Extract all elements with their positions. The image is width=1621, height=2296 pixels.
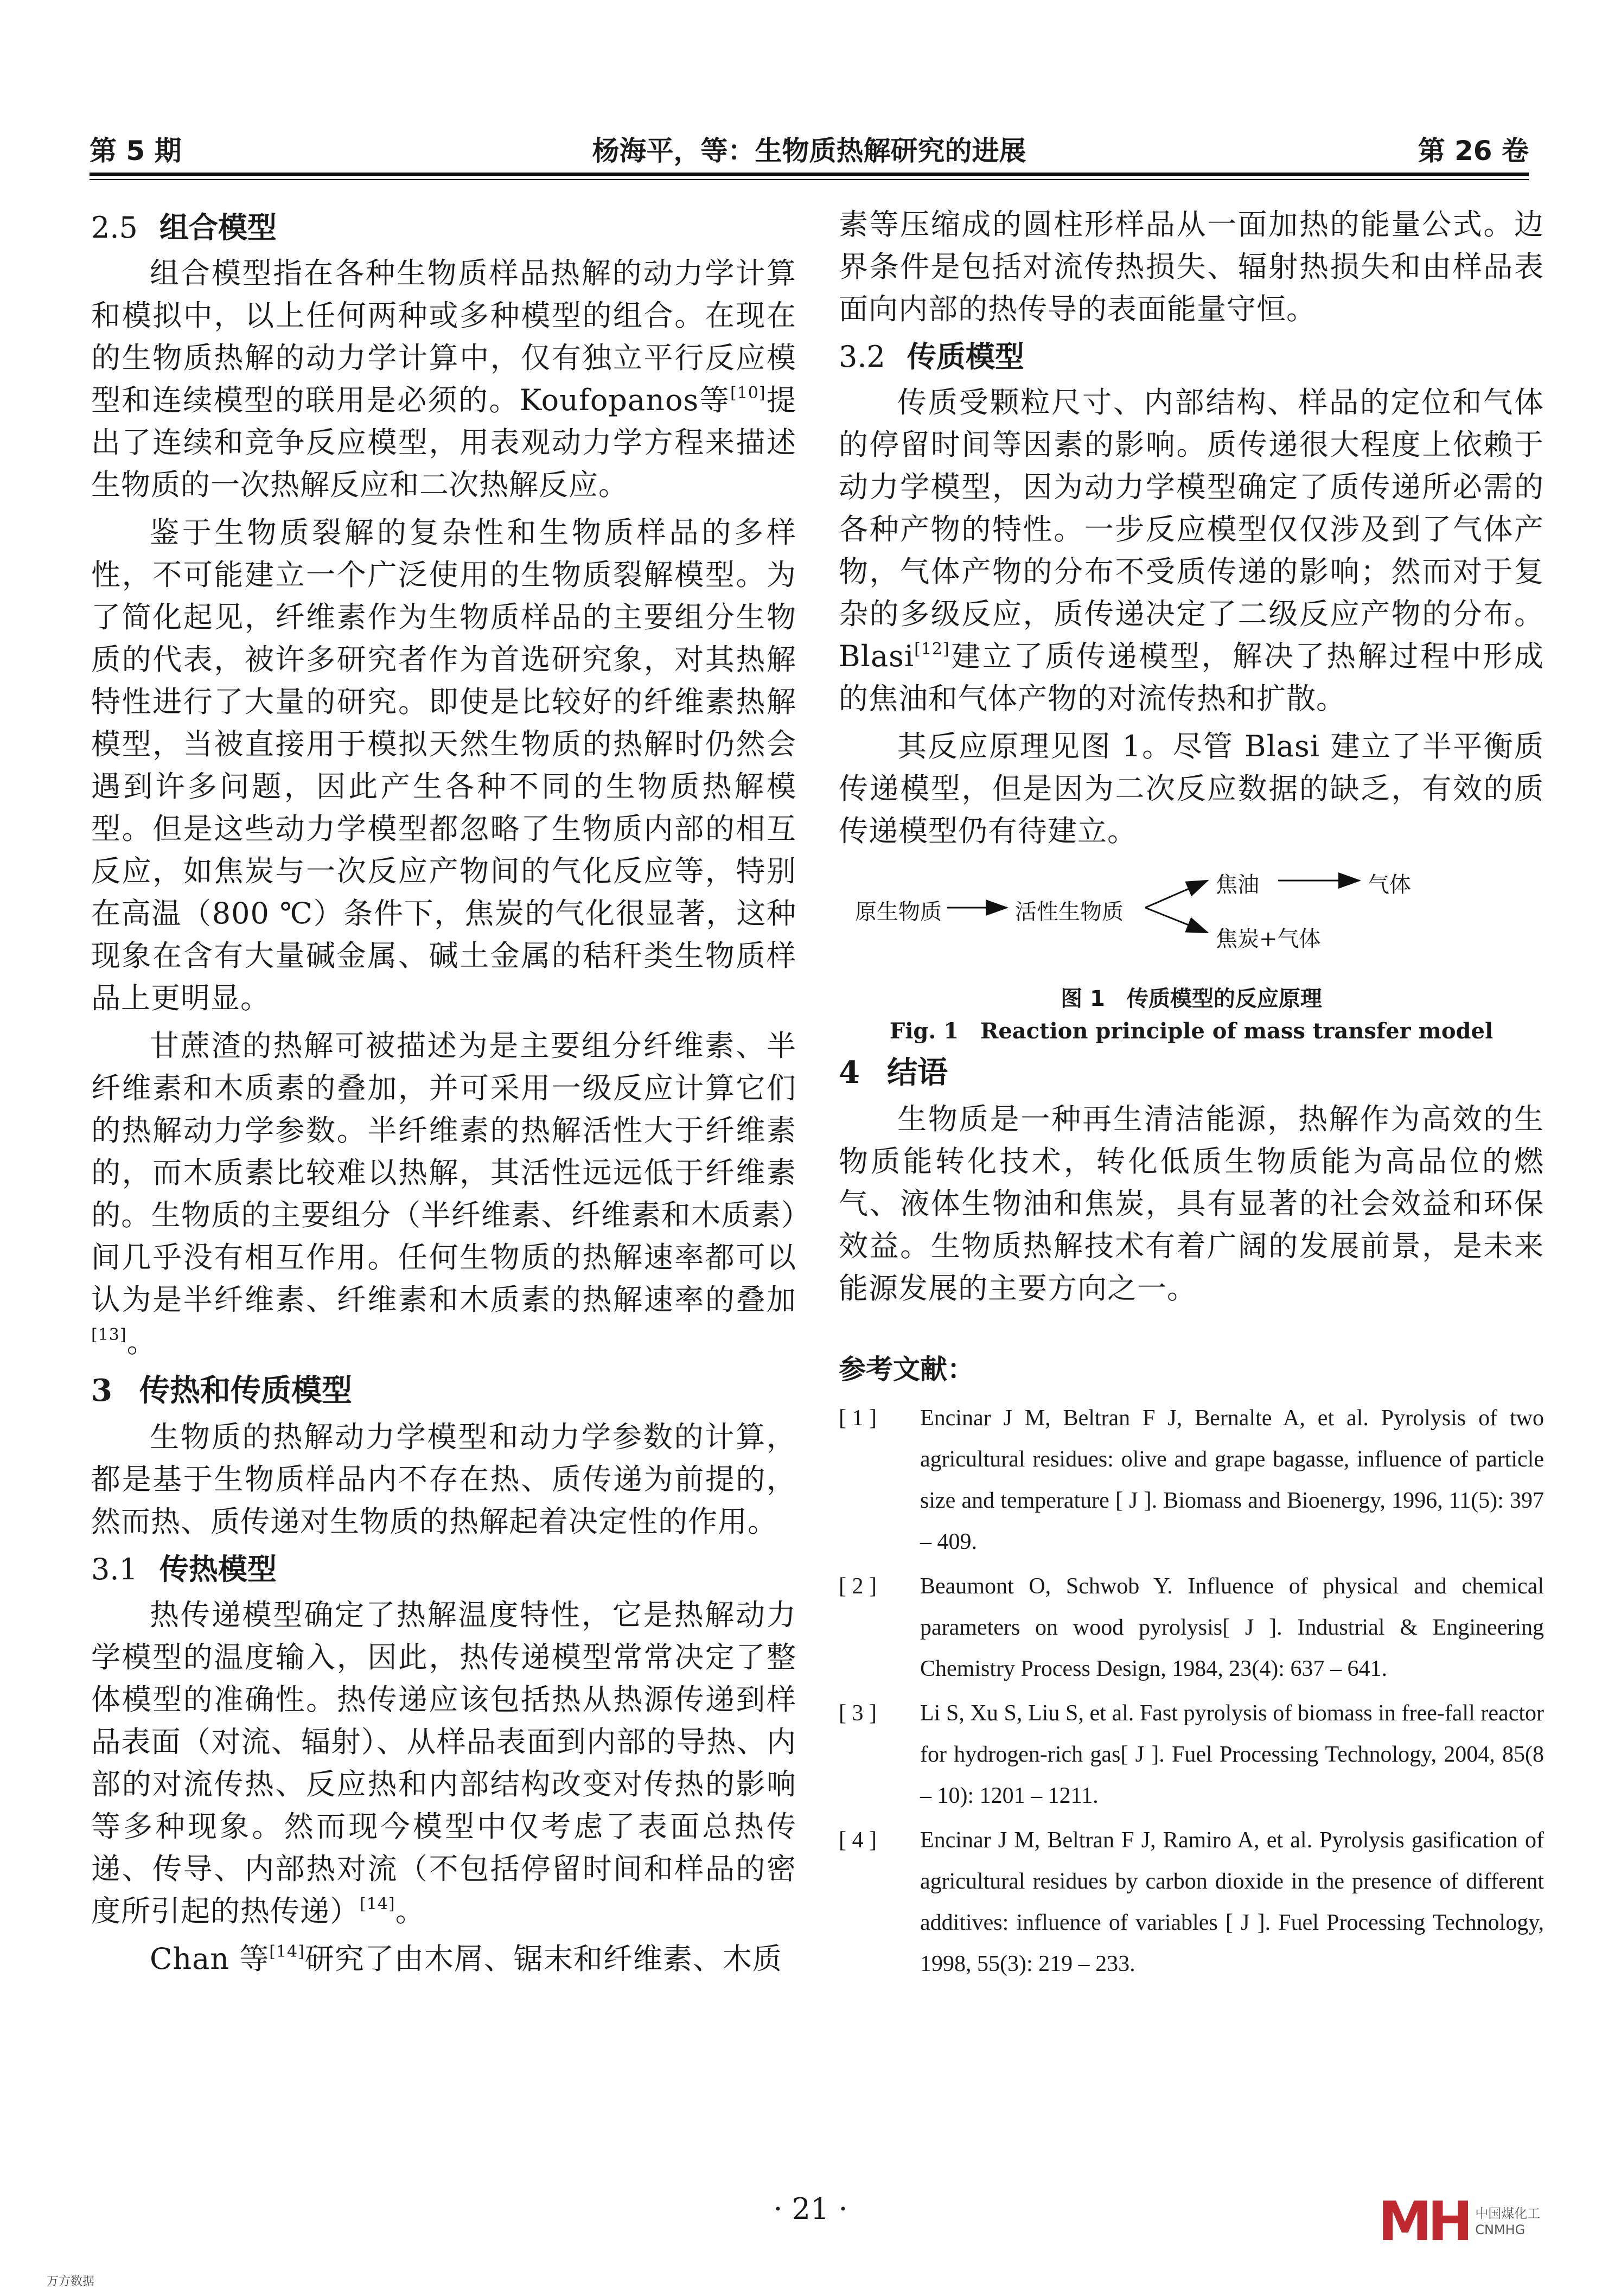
paragraph: 其反应原理见图 1。尽管 Blasi 建立了半平衡质传递模型，但是因为二次反应数据的缺乏，有效的质传递模型仍有待建立。 [839, 729, 1544, 848]
reference-item [839, 1820, 1544, 1985]
citation: [12] [914, 640, 950, 659]
section-heading-3-1: 3.1 传热模型 [91, 1552, 277, 1586]
node-tar: 焦油 [1216, 872, 1259, 897]
reaction-arrows [839, 863, 1544, 972]
paragraph: 生物质是一种再生清洁能源，热解作为高效的生物质能转化技术，转化低质生物质能为高品位的燃气、液体生物油和焦炭，具有显著的社会效益和环保效益。生物质热解技术有着广阔的发展前景，是未来能源发展的主要方向之一。 [839, 1102, 1544, 1305]
paragraph: 甘蔗渣的热解可被描述为是主要组分纤维素、半纤维素和木质素的叠加，并可采用一级反应计算它们的热解动力学参数。半纤维素的热解活性大于纤维素的，而木质素比较难以热解，其活性远远低于纤维素的。生物质的主要组分（半纤维素、纤维素和木质素）间几乎没有相互作用。任何生物质的热解速率都可以认为是半纤维素、纤维素和木质素的热解速率的叠加[13]。 [91, 1029, 796, 1359]
reference-text: Encinar J M, Beltran F J, Bernalte A, et al. Pyrolysis of two agricultural residues: olive and grape bagasse, influence of particle size and temperature [ J ]. Biomass and Bioenergy, 1996, 11(5): 397 – 409. [920, 1406, 1544, 1554]
references-title: 参考文献： [839, 1354, 974, 1385]
header-rule [90, 173, 1529, 176]
publisher-logo [1378, 2190, 1541, 2253]
left-column [91, 203, 796, 1986]
reference-index: [ 1 ] [839, 1406, 877, 1431]
paragraph: 组合模型指在各种生物质样品热解的动力学计算和模拟中，以上任何两种或多种模型的组合。在现在的生物质热解的动力学计算中，仅有独立平行反应模型和连续模型的联用是必须的。Koufopanos等[10]提出了连续和竞争反应模型，用表观动力学方程来描述生物质的一次热解反应和二次热解反应。 [91, 256, 797, 502]
issue-number: 第 5 期 [90, 135, 182, 167]
citation: [13] [91, 1325, 127, 1344]
node-raw-biomass: 原生物质 [855, 900, 942, 924]
paragraph: 鉴于生物质裂解的复杂性和生物质样品的多样性，不可能建立一个广泛使用的生物质裂解模型。为了简化起见，纤维素作为生物质样品的主要组分生物质的代表，被许多研究者作为首选研究象，对其热解特性进行了大量的研究。即使是比较好的纤维素热解模型，当被直接用于模拟天然生物质的热解时仍然会遇到许多问题，因此产生各种不同的生物质热解模型。但是这些动力学模型都忽略了生物质内部的相互反应，如焦炭与一次反应产物间的气化反应等，特别在高温（800 ℃）条件下，焦炭的气化很显著，这种现象在含有大量碱金属、碱土金属的秸秆类生物质样品上更明显。 [91, 515, 796, 1015]
section-heading-2-5: 2.5 组合模型 [91, 211, 277, 245]
paragraph: Chan 等[14]研究了由木屑、锯末和纤维素、木质 [150, 1942, 782, 1976]
paragraph: 传质受颗粒尺寸、内部结构、样品的定位和气体的停留时间等因素的影响。质传递很大程度上依赖于动力学模型，因为动力学模型确定了质传递所必需的各种产物的特性。一步反应模型仅仅涉及到了气体产物，气体产物的分布不受质传递的影响；然而对于复杂的多级反应，质传递决定了二级反应产物的分布。Blasi[12]建立了质传递模型，解决了热解过程中形成的焦油和气体产物的对流传热和扩散。 [839, 385, 1544, 716]
volume-number: 第 26 卷 [1418, 135, 1529, 167]
figure-caption-cn: 图 1 传质模型的反应原理 [1061, 986, 1322, 1011]
citation: [14] [360, 1895, 395, 1914]
figure-caption-en: Fig. 1 Reaction principle of mass transfer model [889, 1018, 1494, 1044]
reference-index: [ 4 ] [839, 1828, 877, 1853]
arrow-active-to-tar [1145, 881, 1208, 908]
node-char-gas: 焦炭+气体 [1216, 927, 1321, 952]
reference-index: [ 3 ] [839, 1701, 877, 1726]
node-active-biomass: 活性生物质 [1015, 900, 1124, 924]
node-gas: 气体 [1368, 872, 1411, 897]
paragraph: 素等压缩成的圆柱形样品从一面加热的能量公式。边界条件是包括对流传热损失、辐射热损失和由样品表面向内部的热传导的表面能量守恒。 [839, 207, 1544, 326]
reference-item [839, 1566, 1544, 1689]
running-header [90, 129, 1529, 167]
citation: [14] [269, 1942, 305, 1961]
reference-index: [ 2 ] [839, 1574, 877, 1599]
reference-text: Beaumont O, Schwob Y. Influence of physical and chemical parameters on wood pyrolysis[ J ]. Industrial & Engineering Chemistry Process Design, 1984, 23(4): 637 – 641. [920, 1574, 1544, 1681]
reference-item [839, 1398, 1544, 1562]
running-title: 杨海平，等：生物质热解研究的进展 [592, 135, 1026, 167]
page-number: · 21 · [773, 2192, 848, 2226]
arrow-active-to-char [1145, 908, 1208, 933]
source-watermark: 万方数据 [47, 2275, 95, 2288]
right-column [839, 203, 1544, 1988]
header-rule-thin [90, 179, 1529, 180]
logo-en: CNMHG [1475, 2222, 1526, 2237]
reference-item [839, 1693, 1544, 1816]
section-heading-3-2: 3.2 传质模型 [839, 340, 1024, 374]
section-heading-3: 3 传热和传质模型 [91, 1373, 352, 1408]
paragraph: 热传递模型确定了热解温度特性，它是热解动力学模型的温度输入，因此，热传递模型常常决定了整体模型的准确性。热传递应该包括热从热源传递到样品表面（对流、辐射）、从样品表面到内部的导热、内部的对流传热、反应热和内部结构改变对传热的影响等多种现象。然而现今模型中仅考虑了表面总热传递、传导、内部热对流（不包括停留时间和样品的密度所引起的热传递）[14]。 [91, 1598, 796, 1928]
logo-mark: MH [1378, 2190, 1469, 2253]
paragraph: 生物质的热解动力学模型和动力学参数的计算，都是基于生物质样品内不存在热、质传递为前提的，然而热、质传递对生物质的热解起着决定性的作用。 [91, 1420, 796, 1539]
citation: [10] [730, 384, 766, 403]
reaction-diagram [839, 863, 1544, 972]
section-heading-4: 4 结语 [839, 1055, 948, 1090]
reference-list [839, 1398, 1544, 1985]
reference-text: Encinar J M, Beltran F J, Ramiro A, et al. Pyrolysis gasification of agricultural residues by carbon dioxide in the presence of different additives: influence of variables [ J ]. Fuel Processing Technology, 1998, 55(3): 219 – 233. [920, 1828, 1544, 1976]
reference-text: Li S, Xu S, Liu S, et al. Fast pyrolysis of biomass in free-fall reactor for hydrogen-rich gas[ J ]. Fuel Processing Technology, 2004, 85(8 – 10): 1201 – 1211. [920, 1701, 1544, 1808]
logo-cn: 中国煤化工 [1475, 2206, 1541, 2221]
